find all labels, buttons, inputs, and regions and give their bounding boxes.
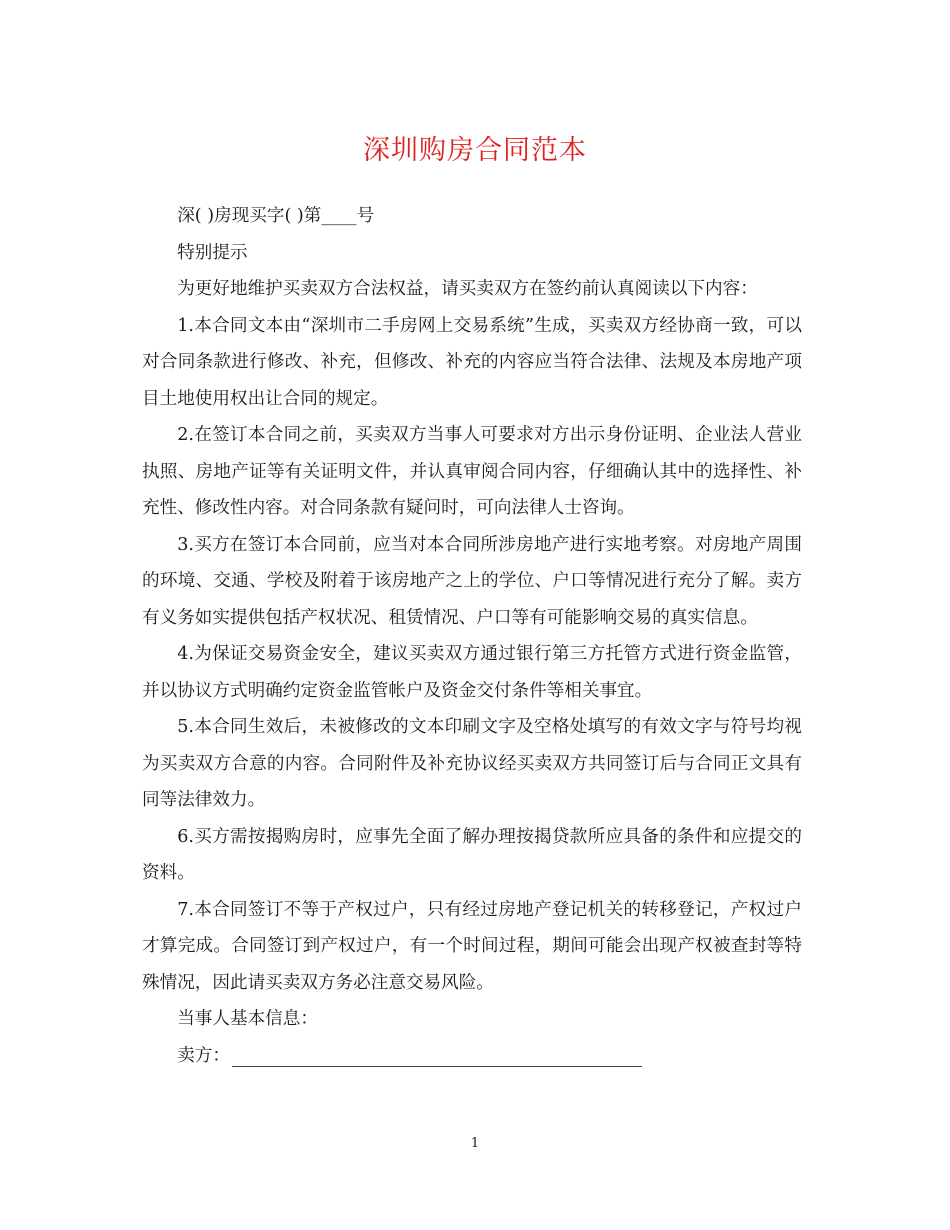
notice-item-7: 7.本合同签订不等于产权过户，只有经过房地产登记机关的转移登记，产权过户才算完成。合同签订到产权过户，有一个时间过程，期间可能会出现产权被查封等特殊情况，因此请买卖双方务必注意交易风险。	[142, 899, 802, 993]
notice-item-5: 5.本合同生效后，未被修改的文本印刷文字及空格处填写的有效文字与符号均视为买卖双方合意的内容。合同附件及补充协议经买卖双方共同签订后与合同正文具有同等法律效力。	[142, 717, 802, 810]
notice-item-3: 3.买方在签订本合同前，应当对本合同所涉房地产进行实地考察。对房地产周围的环境、交通、学校及附着于该房地产之上的学位、户口等情况进行充分了解。卖方有义务如实提供包括产权状况、租赁情况、户口等有可能影响交易的真实信息。	[142, 534, 802, 628]
notice-item-6: 6.买方需按揭购房时，应事先全面了解办理按揭贷款所应具备的条件和应提交的资料。	[142, 826, 802, 883]
contract-number: 深( )房现买字( )第____号	[177, 206, 375, 226]
notice-heading: 特别提示	[177, 242, 248, 263]
notice-item-4: 4.为保证交易资金安全，建议买卖双方通过银行第三方托管方式进行资金监管，并以协议方式明确约定资金监管帐户及资金交付条件等相关事宜。	[142, 644, 802, 701]
seller-blank-line[interactable]	[232, 1046, 642, 1067]
seller-label: 卖方：	[177, 1045, 230, 1066]
notice-item-1: 1.本合同文本由“深圳市二手房网上交易系统”生成，买卖双方经协商一致，可以对合同条款进行修改、补充，但修改、补充的内容应当符合法律、法规及本房地产项目土地使用权出让合同的规定。	[142, 315, 802, 409]
parties-heading: 当事人基本信息：	[177, 1009, 318, 1029]
notice-item-2: 2.在签订本合同之前，买卖双方当事人可要求对方出示身份证明、企业法人营业执照、房地产证等有关证明文件，并认真审阅合同内容，仔细确认其中的选择性、补充性、修改性内容。对合同条款有疑问时，可向法律人士咨询。	[142, 425, 802, 518]
seller-row	[142, 1038, 802, 1075]
document-title: 深圳购房合同范本	[363, 135, 587, 166]
page-number: 1	[470, 1136, 480, 1151]
document-body	[142, 198, 802, 1074]
notice-intro: 为更好地维护买卖双方合法权益，请买卖双方在签约前认真阅读以下内容：	[177, 279, 758, 299]
